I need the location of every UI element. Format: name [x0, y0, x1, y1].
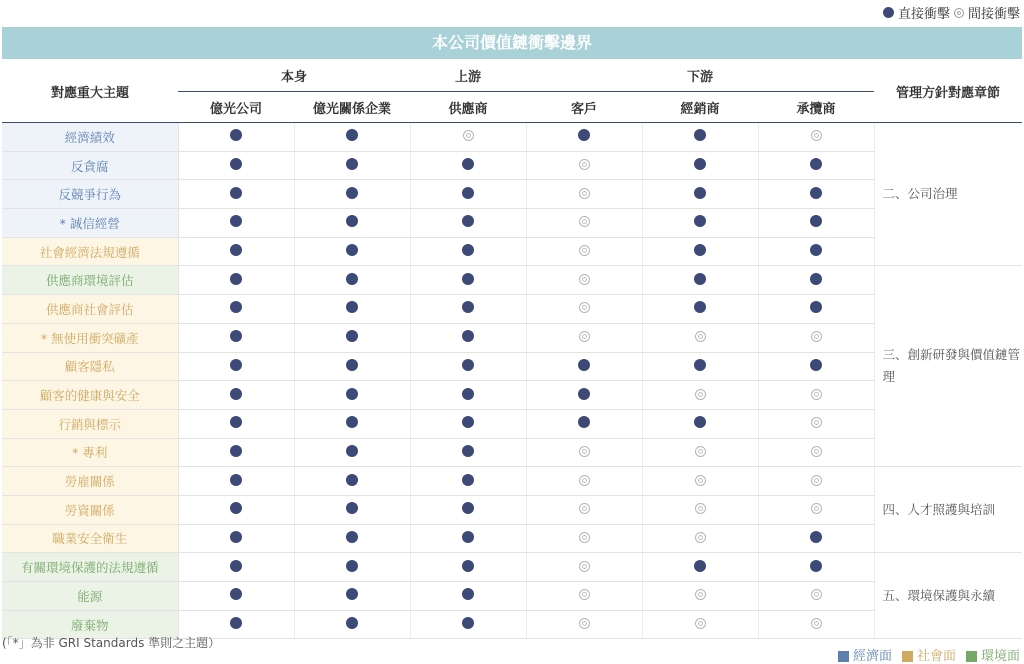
direct-impact-icon — [462, 187, 474, 199]
legend-environmental — [966, 645, 1020, 664]
header-col: 客戶 — [526, 92, 642, 123]
table-title: 本公司價值鏈衝擊邊界 — [2, 27, 1022, 59]
impact-cell — [410, 180, 526, 209]
impact-cell — [410, 295, 526, 324]
impact-cell — [410, 524, 526, 553]
impact-cell — [294, 266, 410, 295]
impact-cell — [642, 123, 758, 152]
direct-impact-icon — [578, 359, 590, 371]
impact-cell — [294, 237, 410, 266]
direct-impact-icon — [694, 244, 706, 256]
indirect-impact-icon — [695, 331, 706, 342]
header-chapter: 管理方針對應章節 — [874, 60, 1022, 123]
impact-cell — [758, 381, 874, 410]
indirect-impact-icon — [579, 503, 590, 514]
impact-cell — [642, 352, 758, 381]
impact-cell — [294, 495, 410, 524]
impact-cell — [526, 151, 642, 180]
direct-impact-icon — [462, 502, 474, 514]
topic-cell: 廢棄物 — [2, 610, 178, 639]
direct-impact-icon — [346, 474, 358, 486]
impact-cell — [526, 553, 642, 582]
table-row — [2, 180, 1022, 209]
direct-impact-icon — [462, 560, 474, 572]
table-row — [2, 495, 1022, 524]
impact-cell — [294, 553, 410, 582]
impact-cell — [758, 438, 874, 467]
topic-cell: * 無使用衝突礦產 — [2, 323, 178, 352]
direct-impact-icon — [810, 244, 822, 256]
indirect-impact-icon — [579, 216, 590, 227]
direct-impact-icon — [346, 330, 358, 342]
impact-cell — [758, 123, 874, 152]
impact-cell — [410, 237, 526, 266]
direct-impact-icon — [462, 301, 474, 313]
impact-cell — [642, 553, 758, 582]
indirect-impact-icon — [695, 446, 706, 457]
chapter-cell: 四、人才照護與培訓 — [874, 467, 1022, 553]
legend-social-label: 社會面 — [916, 649, 956, 664]
direct-impact-icon — [694, 129, 706, 141]
impact-cell — [642, 323, 758, 352]
topic-cell: 反競爭行為 — [2, 180, 178, 209]
footnote: (「*」為非 GRI Standards 準則之主題） — [2, 636, 221, 650]
impact-cell — [642, 610, 758, 639]
impact-cell — [526, 409, 642, 438]
direct-impact-icon — [346, 560, 358, 572]
impact-cell — [410, 381, 526, 410]
topic-cell: 能源 — [2, 582, 178, 611]
header-col: 億光公司 — [178, 92, 294, 123]
direct-impact-icon — [230, 273, 242, 285]
impact-cell — [294, 151, 410, 180]
indirect-impact-icon — [579, 618, 590, 629]
direct-impact-icon — [346, 129, 358, 141]
header-col: 供應商 — [410, 92, 526, 123]
impact-cell — [178, 323, 294, 352]
indirect-impact-icon — [695, 475, 706, 486]
direct-impact-icon — [230, 416, 242, 428]
impact-cell — [526, 237, 642, 266]
topic-cell: 職業安全衛生 — [2, 524, 178, 553]
table-row — [2, 295, 1022, 324]
impact-cell — [294, 582, 410, 611]
impact-cell — [758, 495, 874, 524]
social-square-icon — [902, 651, 913, 662]
impact-cell — [642, 180, 758, 209]
direct-impact-icon — [346, 158, 358, 170]
table-row — [2, 209, 1022, 238]
indirect-impact-icon — [811, 618, 822, 629]
direct-impact-icon — [462, 617, 474, 629]
direct-impact-icon — [462, 388, 474, 400]
topic-cell: * 誠信經營 — [2, 209, 178, 238]
impact-cell — [758, 582, 874, 611]
direct-impact-icon — [230, 474, 242, 486]
impact-cell — [758, 610, 874, 639]
indirect-impact-icon — [695, 389, 706, 400]
indirect-impact-icon — [954, 8, 964, 18]
direct-impact-icon — [462, 445, 474, 457]
impact-cell — [642, 237, 758, 266]
direct-impact-icon — [230, 129, 242, 141]
impact-cell — [642, 209, 758, 238]
impact-cell — [294, 123, 410, 152]
topic-cell: 供應商社會評估 — [2, 295, 178, 324]
direct-impact-icon — [230, 531, 242, 543]
direct-impact-icon — [230, 244, 242, 256]
impact-cell — [526, 381, 642, 410]
direct-impact-icon — [694, 158, 706, 170]
impact-cell — [410, 409, 526, 438]
indirect-impact-icon — [811, 475, 822, 486]
impact-cell — [526, 180, 642, 209]
direct-impact-icon — [346, 215, 358, 227]
indirect-impact-icon — [695, 618, 706, 629]
direct-impact-icon — [462, 244, 474, 256]
impact-cell — [178, 237, 294, 266]
indirect-impact-icon — [695, 589, 706, 600]
impact-cell — [526, 295, 642, 324]
impact-cell — [178, 524, 294, 553]
header-upstream: 上游 — [410, 60, 526, 92]
impact-cell — [642, 266, 758, 295]
direct-impact-icon — [346, 416, 358, 428]
impact-cell — [526, 438, 642, 467]
impact-cell — [294, 467, 410, 496]
impact-cell — [178, 409, 294, 438]
impact-cell — [526, 495, 642, 524]
impact-cell — [526, 467, 642, 496]
impact-cell — [294, 381, 410, 410]
table-row — [2, 352, 1022, 381]
header-col: 經銷商 — [642, 92, 758, 123]
impact-cell — [642, 467, 758, 496]
impact-cell — [526, 524, 642, 553]
impact-cell — [758, 266, 874, 295]
impact-cell — [526, 123, 642, 152]
direct-impact-icon — [230, 301, 242, 313]
legend-economic — [838, 645, 892, 664]
value-chain-table — [2, 60, 1022, 639]
indirect-impact-icon — [695, 503, 706, 514]
impact-cell — [758, 524, 874, 553]
impact-cell — [294, 295, 410, 324]
direct-impact-icon — [462, 416, 474, 428]
header-col: 承攬商 — [758, 92, 874, 123]
indirect-impact-icon — [579, 302, 590, 313]
impact-cell — [410, 438, 526, 467]
impact-cell — [758, 209, 874, 238]
impact-cell — [410, 610, 526, 639]
indirect-impact-icon — [579, 159, 590, 170]
impact-cell — [294, 180, 410, 209]
direct-impact-icon — [230, 330, 242, 342]
direct-impact-icon — [810, 158, 822, 170]
impact-legend — [883, 3, 1020, 22]
direct-impact-icon — [346, 617, 358, 629]
impact-cell — [642, 582, 758, 611]
impact-cell — [410, 495, 526, 524]
indirect-impact-icon — [463, 130, 474, 141]
impact-cell — [294, 438, 410, 467]
topic-cell: * 專利 — [2, 438, 178, 467]
indirect-impact-icon — [811, 389, 822, 400]
direct-impact-icon — [578, 129, 590, 141]
table-row — [2, 409, 1022, 438]
chapter-cell: 三、創新研發與價值鏈管理 — [874, 266, 1022, 467]
direct-impact-icon — [883, 7, 894, 18]
impact-cell — [178, 553, 294, 582]
impact-cell — [178, 438, 294, 467]
impact-cell — [178, 582, 294, 611]
impact-cell — [410, 266, 526, 295]
impact-cell — [178, 295, 294, 324]
direct-impact-icon — [230, 445, 242, 457]
direct-impact-icon — [462, 359, 474, 371]
direct-impact-icon — [694, 215, 706, 227]
indirect-impact-icon — [811, 589, 822, 600]
topic-cell: 社會經濟法規遵循 — [2, 237, 178, 266]
indirect-impact-icon — [811, 417, 822, 428]
topic-cell: 勞雇關係 — [2, 467, 178, 496]
legend-environmental-label: 環境面 — [980, 649, 1020, 664]
impact-cell — [410, 151, 526, 180]
indirect-impact-icon — [811, 130, 822, 141]
impact-cell — [642, 524, 758, 553]
direct-impact-icon — [810, 560, 822, 572]
direct-impact-icon — [230, 187, 242, 199]
impact-cell — [294, 209, 410, 238]
table-row — [2, 524, 1022, 553]
direct-impact-icon — [462, 273, 474, 285]
impact-cell — [178, 495, 294, 524]
environmental-square-icon — [966, 651, 977, 662]
direct-impact-icon — [230, 617, 242, 629]
topic-cell: 行銷與標示 — [2, 409, 178, 438]
direct-impact-icon — [230, 560, 242, 572]
impact-cell — [526, 610, 642, 639]
indirect-impact-label: 間接衝擊 — [967, 7, 1020, 22]
direct-impact-icon — [230, 502, 242, 514]
impact-cell — [758, 553, 874, 582]
impact-cell — [410, 209, 526, 238]
header-self: 本身 — [178, 60, 410, 92]
impact-cell — [294, 352, 410, 381]
direct-impact-icon — [346, 531, 358, 543]
direct-impact-icon — [694, 560, 706, 572]
economic-square-icon — [838, 651, 849, 662]
indirect-impact-icon — [579, 532, 590, 543]
impact-cell — [758, 323, 874, 352]
direct-impact-icon — [694, 273, 706, 285]
direct-impact-icon — [346, 187, 358, 199]
header-col: 億光關係企業 — [294, 92, 410, 123]
direct-impact-icon — [694, 187, 706, 199]
direct-impact-icon — [810, 187, 822, 199]
indirect-impact-icon — [579, 331, 590, 342]
direct-impact-icon — [230, 215, 242, 227]
direct-impact-label: 直接衝擊 — [897, 7, 950, 22]
direct-impact-icon — [810, 531, 822, 543]
direct-impact-icon — [810, 273, 822, 285]
direct-impact-icon — [346, 502, 358, 514]
direct-impact-icon — [346, 273, 358, 285]
impact-cell — [758, 352, 874, 381]
indirect-impact-icon — [811, 503, 822, 514]
impact-cell — [410, 123, 526, 152]
direct-impact-icon — [810, 215, 822, 227]
direct-impact-icon — [230, 359, 242, 371]
table-row — [2, 467, 1022, 496]
indirect-impact-icon — [695, 532, 706, 543]
direct-impact-icon — [694, 359, 706, 371]
topic-cell: 經濟績效 — [2, 123, 178, 152]
direct-impact-icon — [346, 388, 358, 400]
table-row — [2, 438, 1022, 467]
direct-impact-icon — [462, 588, 474, 600]
indirect-impact-icon — [811, 446, 822, 457]
impact-cell — [526, 323, 642, 352]
header-downstream: 下游 — [526, 60, 874, 92]
impact-cell — [642, 295, 758, 324]
direct-impact-icon — [694, 301, 706, 313]
impact-cell — [526, 352, 642, 381]
topic-cell: 反貪腐 — [2, 151, 178, 180]
direct-impact-icon — [346, 244, 358, 256]
legend-economic-label: 經濟面 — [852, 649, 892, 664]
impact-cell — [642, 381, 758, 410]
topic-cell: 供應商環境評估 — [2, 266, 178, 295]
indirect-impact-icon — [579, 245, 590, 256]
impact-cell — [410, 352, 526, 381]
impact-cell — [758, 151, 874, 180]
indirect-impact-icon — [579, 274, 590, 285]
impact-cell — [178, 209, 294, 238]
impact-cell — [178, 467, 294, 496]
impact-cell — [642, 409, 758, 438]
topic-cell: 顧客隱私 — [2, 352, 178, 381]
direct-impact-icon — [346, 588, 358, 600]
table-row — [2, 123, 1022, 152]
direct-impact-icon — [578, 416, 590, 428]
impact-cell — [178, 352, 294, 381]
impact-cell — [410, 323, 526, 352]
topic-cell: 勞資關係 — [2, 495, 178, 524]
impact-cell — [758, 409, 874, 438]
direct-impact-icon — [230, 158, 242, 170]
impact-cell — [758, 180, 874, 209]
table-row — [2, 323, 1022, 352]
chapter-cell: 五、環境保護與永續 — [874, 553, 1022, 639]
topic-cell: 顧客的健康與安全 — [2, 381, 178, 410]
indirect-impact-icon — [579, 475, 590, 486]
direct-impact-icon — [462, 158, 474, 170]
category-legend — [838, 645, 1020, 664]
direct-impact-icon — [462, 531, 474, 543]
direct-impact-icon — [694, 416, 706, 428]
topic-cell: 有關環境保護的法規遵循 — [2, 553, 178, 582]
table-row — [2, 266, 1022, 295]
impact-cell — [758, 467, 874, 496]
impact-cell — [642, 438, 758, 467]
impact-cell — [642, 151, 758, 180]
impact-cell — [178, 381, 294, 410]
impact-cell — [178, 266, 294, 295]
indirect-impact-icon — [579, 561, 590, 572]
impact-cell — [178, 151, 294, 180]
direct-impact-icon — [578, 388, 590, 400]
impact-cell — [178, 180, 294, 209]
direct-impact-icon — [230, 388, 242, 400]
impact-cell — [410, 582, 526, 611]
impact-cell — [294, 409, 410, 438]
impact-cell — [294, 610, 410, 639]
header-topic: 對應重大主題 — [2, 60, 178, 123]
indirect-impact-icon — [579, 446, 590, 457]
table-row — [2, 582, 1022, 611]
direct-impact-icon — [230, 588, 242, 600]
indirect-impact-icon — [579, 188, 590, 199]
table-body — [2, 123, 1022, 639]
impact-cell — [758, 237, 874, 266]
indirect-impact-icon — [579, 589, 590, 600]
impact-cell — [294, 524, 410, 553]
impact-cell — [758, 295, 874, 324]
impact-cell — [526, 266, 642, 295]
direct-impact-icon — [810, 301, 822, 313]
legend-social — [902, 645, 956, 664]
table-row — [2, 237, 1022, 266]
direct-impact-icon — [462, 215, 474, 227]
direct-impact-icon — [346, 445, 358, 457]
chapter-cell: 二、公司治理 — [874, 123, 1022, 266]
direct-impact-icon — [462, 474, 474, 486]
direct-impact-icon — [346, 359, 358, 371]
impact-cell — [410, 467, 526, 496]
table-row — [2, 381, 1022, 410]
impact-cell — [294, 323, 410, 352]
impact-cell — [642, 495, 758, 524]
indirect-impact-icon — [811, 331, 822, 342]
direct-impact-icon — [346, 301, 358, 313]
impact-cell — [410, 553, 526, 582]
impact-cell — [526, 582, 642, 611]
table-row — [2, 553, 1022, 582]
table-row — [2, 151, 1022, 180]
impact-cell — [178, 123, 294, 152]
impact-cell — [526, 209, 642, 238]
direct-impact-icon — [810, 359, 822, 371]
direct-impact-icon — [462, 330, 474, 342]
